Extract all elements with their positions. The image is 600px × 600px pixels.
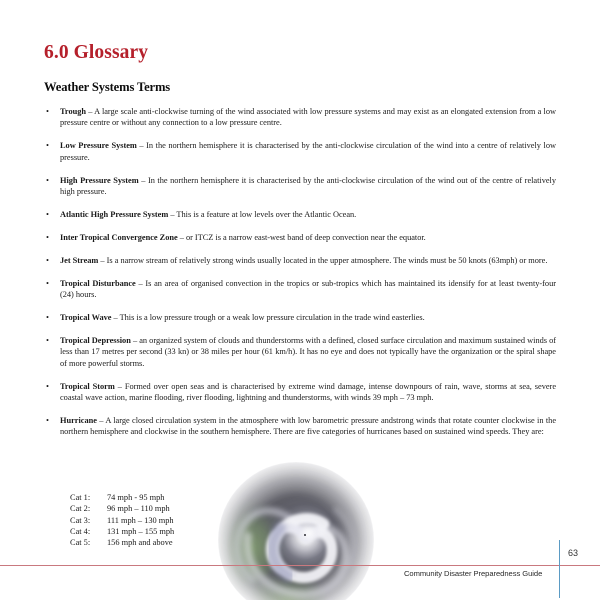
- glossary-term: Inter Tropical Convergence Zone: [60, 232, 178, 242]
- category-label: Cat 4:: [70, 526, 91, 536]
- glossary-term: Jet Stream: [60, 255, 99, 265]
- glossary-list: [44, 106, 556, 438]
- glossary-definition: Is an area of organised convection in the tropics or sub-tropics which has maintained its idensify for at least twenty-four (24) hours.: [60, 278, 556, 300]
- category-row: [70, 515, 174, 526]
- category-wind-range: 111 mph – 130 mph: [107, 515, 174, 525]
- category-wind-range: 74 mph - 95 mph: [107, 493, 165, 502]
- hurricane-satellite-image: [218, 462, 374, 600]
- subsection-heading: Weather Systems Terms: [44, 80, 171, 94]
- bullet-icon: •: [46, 380, 49, 391]
- glossary-definition: Formed over open seas and is characterised by extreme wind damage, intense downpours of rain, wave, storms at sea, severe coastal wave action, marine flooding, river flooding, lightning and thunderstorms, with winds 39 mph – 73 mph.: [60, 381, 556, 402]
- category-label: Cat 3:: [70, 515, 91, 525]
- glossary-definition: A large closed circulation system in the atmosphere with low barometric pressure andstrong winds that rotate counter clockwise in the northern hemisphere and clockwise in the southern hemisphere. There are five categories of hurricanes based on sustained wind speeds. They are:: [60, 415, 557, 437]
- glossary-separator: –: [114, 381, 125, 391]
- category-row: [70, 537, 174, 548]
- bullet-icon: •: [46, 311, 49, 322]
- glossary-definition: In the northern hemisphere it is characterised by the anti-clockwise circulation of the wind out of the centre of relatively high pressure.: [60, 175, 556, 197]
- category-row: [70, 503, 174, 514]
- glossary-separator: –: [96, 415, 106, 425]
- glossary-definition: an organized system of clouds and thunderstorms with a defined, closed surface circulation and maximum sustained winds of less than 17 metres per second (33 kn) or 38 miles per hour (61 km/h). It has no eye and does not typically have the organization or the spiral shape of more powerful storms.: [60, 335, 556, 368]
- bullet-icon: •: [46, 140, 49, 151]
- bullet-icon: •: [46, 254, 49, 265]
- glossary-separator: –: [138, 175, 148, 185]
- hurricane-spiral-bands: [218, 462, 374, 600]
- glossary-separator: –: [135, 278, 146, 288]
- category-label: Cat 2:: [70, 504, 91, 514]
- glossary-entry: [44, 209, 556, 220]
- page-title: 6.0 Glossary: [44, 42, 149, 63]
- glossary-term: High Pressure System: [60, 175, 139, 185]
- glossary-separator: –: [136, 141, 147, 151]
- footer-vertical-rule: [559, 540, 560, 598]
- glossary-separator: –: [98, 255, 107, 265]
- page-number: 63: [568, 548, 579, 558]
- glossary-term: Low Pressure System: [60, 141, 137, 151]
- bullet-icon: •: [46, 414, 49, 425]
- glossary-entry: [44, 312, 556, 323]
- glossary-term: Tropical Storm: [60, 381, 115, 391]
- bullet-icon: •: [46, 208, 49, 219]
- glossary-definition: This is a feature at low levels over the Atlantic Ocean.: [176, 209, 357, 219]
- glossary-definition: A large scale anti-clockwise turning of the wind associated with low pressure systems and may exist as an elongated extension from a low pressure centre or without any connection to a low pressure centre.: [60, 107, 556, 128]
- category-row: [70, 492, 174, 503]
- category-wind-range: 131 mph – 155 mph: [107, 526, 175, 536]
- glossary-separator: –: [111, 312, 120, 322]
- glossary-term: Trough: [60, 107, 87, 116]
- glossary-entry: [44, 335, 556, 369]
- bullet-icon: •: [46, 106, 49, 116]
- glossary-term: Tropical Depression: [60, 335, 131, 345]
- glossary-definition: This is a low pressure trough or a weak low pressure circulation in the trade wind easterlies.: [119, 312, 425, 322]
- glossary-definition: In the northern hemisphere it is characterised by the anti-clockwise circulation of the wind into a centre of relatively low pressure.: [60, 141, 556, 162]
- glossary-separator: –: [86, 107, 95, 116]
- footer-horizontal-rule: [0, 565, 600, 566]
- glossary-term: Atlantic High Pressure System: [60, 209, 169, 219]
- glossary-term: Hurricane: [60, 415, 97, 425]
- glossary-entry: [44, 106, 556, 129]
- bullet-icon: •: [46, 334, 49, 345]
- glossary-definition: or ITCZ is a narrow east-west band of deep convection near the equator.: [185, 232, 426, 242]
- bullet-icon: •: [46, 174, 49, 185]
- glossary-entry: [44, 232, 556, 243]
- glossary-separator: –: [177, 232, 186, 242]
- glossary-entry: [44, 381, 556, 404]
- glossary-separator: –: [130, 335, 140, 345]
- glossary-entry: [44, 140, 556, 163]
- glossary-entry: [44, 415, 556, 438]
- glossary-entry: [44, 255, 556, 266]
- bullet-icon: •: [46, 277, 49, 288]
- glossary-definition: Is a narrow stream of relatively strong winds usually located in the upper atmosphere. The winds must be 50 knots (63mph) or more.: [106, 255, 548, 265]
- bullet-icon: •: [46, 231, 49, 242]
- glossary-term: Tropical Disturbance: [60, 278, 136, 288]
- category-label: Cat 5:: [70, 538, 91, 548]
- glossary-entry: [44, 278, 556, 301]
- footer-guide-title: Community Disaster Preparedness Guide: [404, 569, 543, 578]
- glossary-separator: –: [168, 209, 177, 219]
- glossary-entry: [44, 175, 556, 198]
- category-label: Cat 1:: [70, 493, 91, 502]
- category-row: [70, 526, 174, 537]
- category-wind-range: 96 mph – 110 mph: [107, 504, 170, 514]
- glossary-term: Tropical Wave: [60, 312, 112, 322]
- hurricane-category-list: [70, 492, 174, 548]
- category-wind-range: 156 mph and above: [107, 538, 173, 548]
